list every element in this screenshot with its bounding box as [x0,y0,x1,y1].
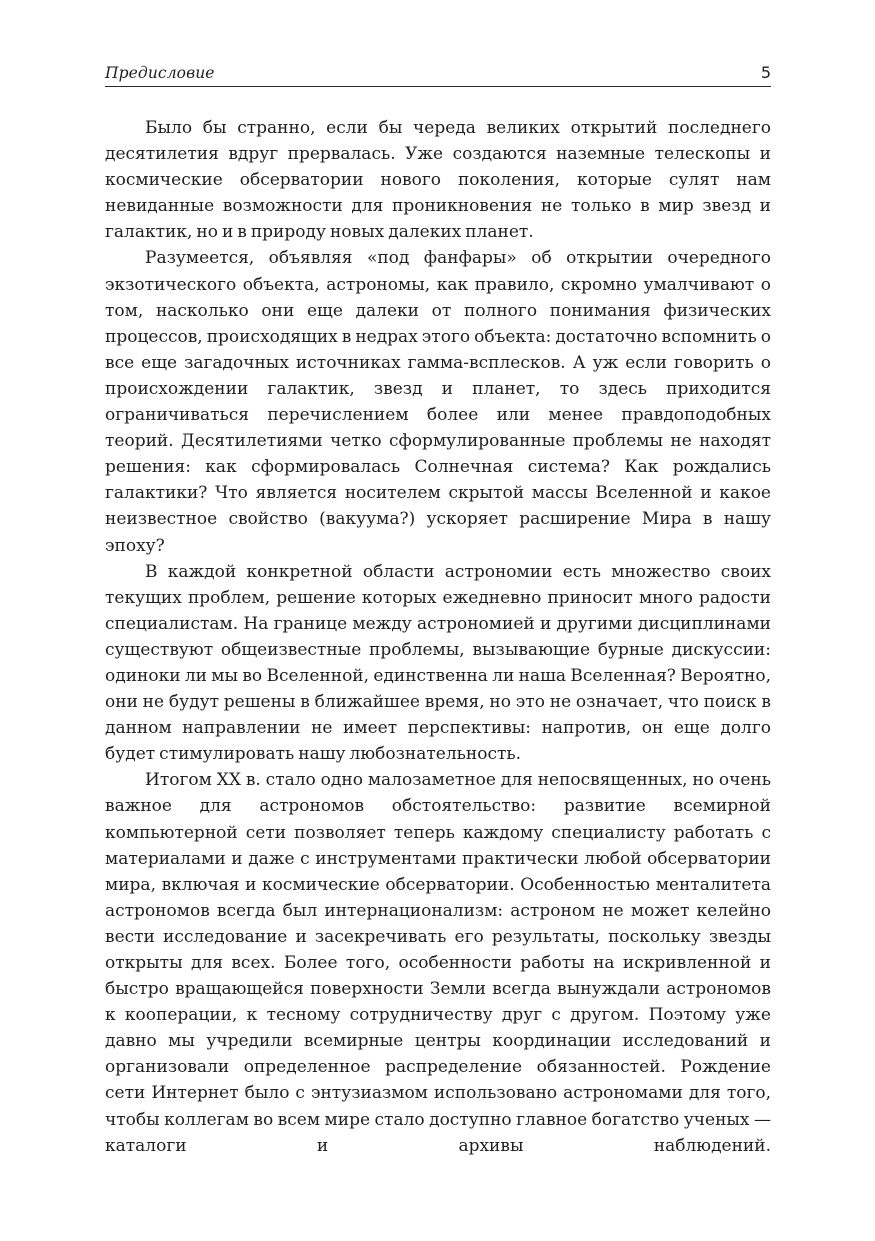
page-number: 5 [760,63,771,82]
page-body [105,115,771,1159]
section-title: Предисловие [105,64,215,82]
paragraph-2: Разумеется, объявляя «под фанфары» об открытии очередного экзотического объекта, астрономы, как правило, скромно умалчивают о том, насколько они еще далеки от полного понимания физических процессов, происходящих в недрах этого объекта: достаточно вспомнить о все еще загадочных источниках гамма-всплесков. А уж если говорить о происхождении галактик, звезд и планет, то здесь приходится ограничиваться перечислением более или менее правдоподобных теорий. Десятилетиями четко сформулированные проблемы не находят решения: как сформировалась Солнечная система? Как рождались галактики? Что является носителем скрытой массы Вселенной и какое неизвестное свойство (вакуума?) ускоряет расширение Мира в нашу эпоху? [105,248,771,556]
paragraph-4: Итогом XX в. стало одно малозаметное для непосвященных, но очень важное для астрономов обстоятельство: развитие всемирной компьютерной сети позволяет теперь каждому специалисту работать с материалами и даже с инструментами практически любой обсерватории мира, включая и космические обсерватории. Особенностью менталитета астрономов всегда был интернационализм: астроном не может келейно вести исследование и засекречивать его результаты, поскольку звезды открыты для всех. Более того, особенности работы на искривленной и быстро вращающейся поверхности Земли всегда вынуждали астрономов к кооперации, к тесному сотрудничеству друг с другом. Поэтому уже давно мы учредили всемирные центры координации исследований и организовали определенное распределение обязанностей. Рождение сети Интернет было с энтузиазмом использовано астрономами для того, чтобы коллегам во всем мире стало доступно главное богатство ученых — каталоги и архивы наблюдений. [105,770,771,1156]
paragraph-1: Было бы странно, если бы череда великих открытий последнего десятилетия вдруг прервалась. Уже создаются наземные телескопы и космические обсерватории нового поколения, которые сулят нам невиданные возможности для проникновения не только в мир звезд и галактик, но и в природу новых далеких планет. [105,118,771,243]
paragraph-3: В каждой конкретной области астрономии есть множество своих текущих проблем, решение которых ежедневно приносит много радости специалистам. На границе между астрономией и другими дисциплинами существуют общеизвестные проблемы, вызывающие бурные дискуссии: одиноки ли мы во Вселенной, единственна ли наша Вселенная? Вероятно, они не будут решены в ближайшее время, но это не означает, что поиск в данном направлении не имеет перспективы: напротив, он еще долго будет стимулировать нашу любознательность. [105,561,771,765]
running-header [105,60,771,87]
